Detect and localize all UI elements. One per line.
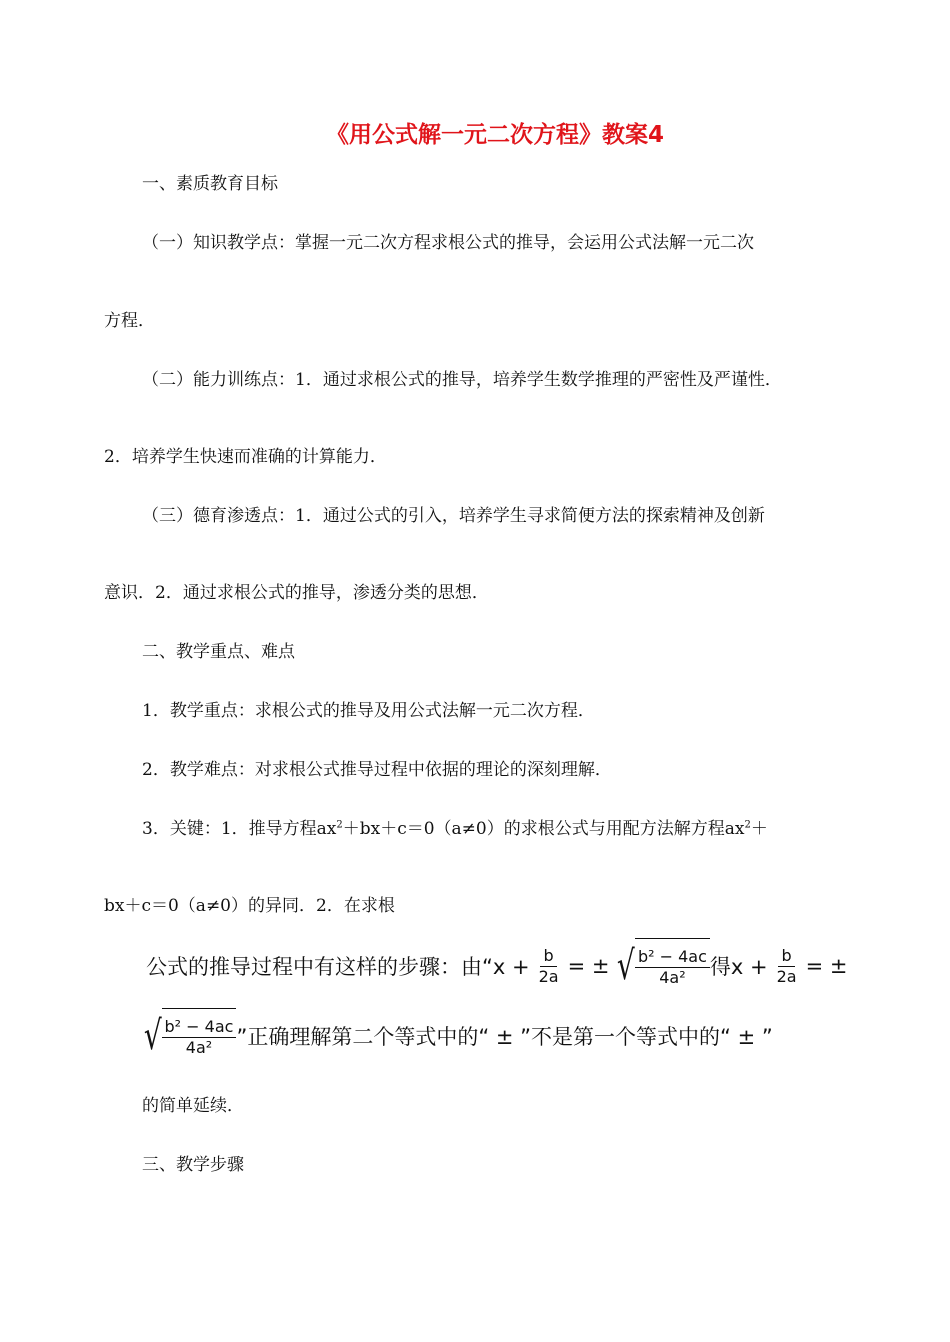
list-item-key-point: 1．教学重点：求根公式的推导及用公式法解一元二次方程． bbox=[142, 701, 595, 721]
formula-image bbox=[140, 938, 848, 1068]
paragraph-ability-b: 2．培养学生快速而准确的计算能力． bbox=[104, 447, 387, 467]
list-item-key-end: 的简单延续． bbox=[142, 1096, 244, 1116]
formula-line-2: √ $\frac{\text{b² − 4ac}}{\text{4a²}}$ ”正确理解第二个等式中的“ ± ”不是第一个等式中的“ ± ” bbox=[140, 1008, 773, 1064]
list-item-key-continued: bx＋c＝0（a≠0）的异同．2．在求根 bbox=[104, 896, 395, 916]
paragraph-moral-a: （三）德育渗透点：1．通过公式的引入，培养学生寻求简便方法的探索精神及创新 bbox=[142, 506, 765, 526]
radical-discriminant-2: √ $\frac{\text{b² − 4ac}}{\text{4a²}}$ bbox=[140, 1008, 236, 1064]
paragraph-ability-a: （二）能力训练点：1．通过求根公式的推导，培养学生数学推理的严密性及严谨性． bbox=[142, 370, 782, 390]
section-1-heading: 一、素质教育目标 bbox=[142, 174, 278, 194]
document-title: 《用公式解一元二次方程》教案4 bbox=[325, 122, 664, 148]
fraction-b-over-2a-2: $\frac{b}{2a}$ bbox=[776, 945, 797, 986]
formula-line-1: 公式的推导过程中有这样的步骤：由“x + $\frac{b}{2a}$ = ± √ $\frac{\text{b² − 4ac}}{\text{4a²}}$ 得x + $\frac{b}{2a}$ = ± bbox=[146, 938, 847, 994]
radical-discriminant: √ $\frac{\text{b² − 4ac}}{\text{4a²}}$ bbox=[613, 938, 709, 994]
list-item-key: 3．关键：1．推导方程$ax^2+bx+c=0(a\ne 0)$的求根公式与用配方法解方程$ax^2+$ bbox=[142, 819, 768, 839]
section-2-heading: 二、教学重点、难点 bbox=[142, 642, 295, 662]
paragraph-knowledge-a: （一）知识教学点：掌握一元二次方程求根公式的推导，会运用公式法解一元二次 bbox=[142, 233, 754, 253]
paragraph-moral-b: 意识．2．通过求根公式的推导，渗透分类的思想． bbox=[104, 583, 489, 603]
paragraph-knowledge-b: 方程． bbox=[104, 311, 155, 331]
section-3-heading: 三、教学步骤 bbox=[142, 1155, 244, 1175]
list-item-difficulty: 2．教学难点：对求根公式推导过程中依据的理论的深刻理解． bbox=[142, 760, 612, 780]
fraction-b-over-2a: $\frac{b}{2a}$ bbox=[538, 945, 559, 986]
